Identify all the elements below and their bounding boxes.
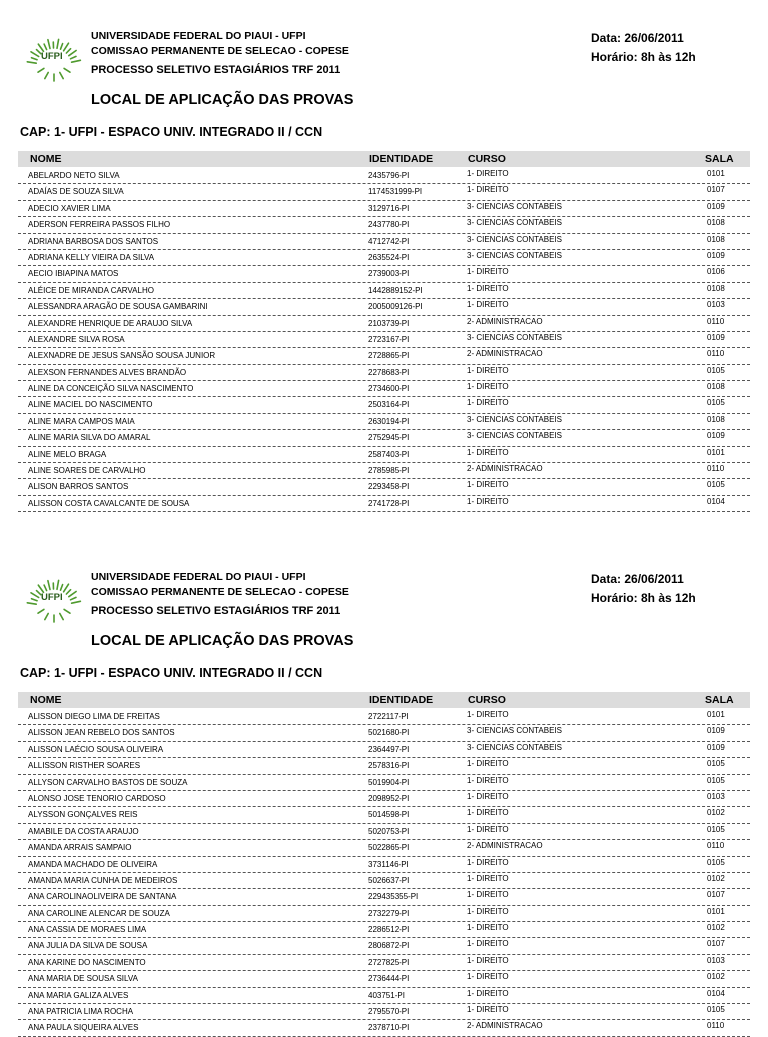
table-header (18, 151, 750, 167)
cell-identidade: 1174531999-PI (368, 187, 422, 196)
page-title: LOCAL DE APLICAÇÃO DAS PROVAS (91, 92, 353, 108)
col-sala: SALA (705, 694, 734, 706)
cell-identidade: 2635524-PI (368, 253, 409, 262)
cell-nome: ALISSON COSTA CAVALCANTE DE SOUSA (28, 499, 189, 508)
cell-sala: 0109 (707, 726, 725, 735)
cell-identidade: 5020753-PI (368, 827, 409, 836)
cell-curso: 1- DIREITO (467, 923, 509, 932)
table-row (18, 922, 750, 938)
cell-identidade: 5019904-PI (368, 778, 409, 787)
table-header (18, 692, 750, 708)
cell-curso: 1- DIREITO (467, 874, 509, 883)
cell-nome: ALESSANDRA ARAGÃO DE SOUSA GAMBARINI (28, 302, 208, 311)
cell-sala: 0105 (707, 776, 725, 785)
cell-identidade: 2587403-PI (368, 450, 409, 459)
table-row (18, 447, 750, 463)
cell-nome: ANA CAROLINE ALENCAR DE SOUZA (28, 909, 170, 918)
cell-sala: 0109 (707, 202, 725, 211)
cell-sala: 0108 (707, 415, 725, 424)
cell-curso: 1- DIREITO (467, 907, 509, 916)
table-row (18, 479, 750, 495)
cell-identidade: 229435355-PI (368, 892, 418, 901)
cell-curso: 1- DIREITO (467, 710, 509, 719)
cell-sala: 0109 (707, 333, 725, 342)
table-row (18, 889, 750, 905)
cell-sala: 0110 (707, 349, 724, 358)
cell-identidade: 5014598-PI (368, 810, 409, 819)
university-name: UNIVERSIDADE FEDERAL DO PIAUI - UFPI (91, 571, 306, 583)
col-identidade: IDENTIDADE (369, 153, 433, 165)
cell-nome: ALINE MARA CAMPOS MAIA (28, 417, 135, 426)
cell-curso: 1- DIREITO (467, 267, 509, 276)
cell-sala: 0110 (707, 841, 724, 850)
process-name: PROCESSO SELETIVO ESTAGIÁRIOS TRF 2011 (91, 64, 340, 76)
ufpi-logo-icon (26, 26, 82, 86)
commission-name: COMISSAO PERMANENTE DE SELECAO - COPESE (91, 45, 349, 57)
table-row (18, 381, 750, 397)
cell-sala: 0101 (707, 710, 725, 719)
table-row (18, 988, 750, 1004)
cell-nome: ALEXANDRE SILVA ROSA (28, 335, 125, 344)
cell-curso: 3- CIENCIAS CONTABEIS (467, 726, 562, 735)
col-curso: CURSO (468, 694, 506, 706)
cell-nome: ALEXANDRE HENRIQUE DE ARAUJO SILVA (28, 319, 192, 328)
cell-nome: ALISON BARROS SANTOS (28, 482, 128, 491)
cell-curso: 3- CIENCIAS CONTABEIS (467, 743, 562, 752)
cell-sala: 0108 (707, 218, 725, 227)
cell-sala: 0102 (707, 972, 725, 981)
table-row (18, 430, 750, 446)
exam-time: Horário: 8h às 12h (591, 591, 696, 605)
cell-sala: 0107 (707, 939, 725, 948)
cell-nome: ANA PATRICIA LIMA ROCHA (28, 1007, 133, 1016)
cell-nome: ANA CASSIA DE MORAES LIMA (28, 925, 146, 934)
table-row (18, 906, 750, 922)
cell-identidade: 2727825-PI (368, 958, 409, 967)
cell-curso: 3- CIENCIAS CONTABEIS (467, 218, 562, 227)
cell-identidade: 2503164-PI (368, 400, 409, 409)
cell-sala: 0104 (707, 989, 725, 998)
table-row (18, 332, 750, 348)
table-row (18, 857, 750, 873)
cell-identidade: 403751-PI (368, 991, 405, 1000)
cell-identidade: 5021680-PI (368, 728, 409, 737)
table-row (18, 201, 750, 217)
cell-nome: ALONSO JOSE TENORIO CARDOSO (28, 794, 166, 803)
cell-identidade: 2723167-PI (368, 335, 409, 344)
cell-nome: ALISSON LAÉCIO SOUSA OLIVEIRA (28, 745, 163, 754)
cell-sala: 0108 (707, 382, 725, 391)
cell-nome: ALINE SOARES DE CARVALHO (28, 466, 146, 475)
cell-nome: ANA JULIA DA SILVA DE SOUSA (28, 941, 147, 950)
candidate-table (18, 168, 750, 512)
cell-nome: ALYSSON GONÇALVES REIS (28, 810, 138, 819)
cell-curso: 1- DIREITO (467, 1005, 509, 1014)
cell-nome: AECIO IBIAPINA MATOS (28, 269, 118, 278)
cell-curso: 3- CIENCIAS CONTABEIS (467, 235, 562, 244)
cell-curso: 1- DIREITO (467, 858, 509, 867)
cell-identidade: 2722117-PI (368, 712, 409, 721)
cell-sala: 0101 (707, 907, 725, 916)
cell-curso: 1- DIREITO (467, 382, 509, 391)
table-row (18, 1004, 750, 1020)
cell-curso: 1- DIREITO (467, 497, 509, 506)
table-row (18, 316, 750, 332)
cell-identidade: 3129716-PI (368, 204, 409, 213)
cell-curso: 1- DIREITO (467, 480, 509, 489)
exam-date: Data: 26/06/2011 (591, 572, 684, 586)
col-nome: NOME (30, 694, 62, 706)
cap-location: CAP: 1- UFPI - ESPACO UNIV. INTEGRADO II / CCN (20, 125, 322, 139)
cell-curso: 1- DIREITO (467, 989, 509, 998)
table-row (18, 397, 750, 413)
cell-curso: 1- DIREITO (467, 956, 509, 965)
table-row (18, 365, 750, 381)
cell-nome: ANA MARIA DE SOUSA SILVA (28, 974, 138, 983)
cell-sala: 0105 (707, 1005, 725, 1014)
cell-identidade: 2364497-PI (368, 745, 409, 754)
cell-curso: 1- DIREITO (467, 398, 509, 407)
cell-curso: 3- CIENCIAS CONTABEIS (467, 415, 562, 424)
cell-sala: 0110 (707, 1021, 724, 1030)
cell-curso: 1- DIREITO (467, 890, 509, 899)
cell-sala: 0102 (707, 874, 725, 883)
cell-nome: ALISSON DIEGO LIMA DE FREITAS (28, 712, 160, 721)
cell-curso: 1- DIREITO (467, 939, 509, 948)
cell-nome: ADAÍAS DE SOUZA SILVA (28, 187, 124, 196)
cell-nome: ANA PAULA SIQUEIRA ALVES (28, 1023, 138, 1032)
cell-identidade: 2785985-PI (368, 466, 409, 475)
table-row (18, 775, 750, 791)
table-row (18, 1020, 750, 1036)
cell-curso: 1- DIREITO (467, 284, 509, 293)
cell-nome: ALINE MARIA SILVA DO AMARAL (28, 433, 150, 442)
cell-curso: 1- DIREITO (467, 759, 509, 768)
cell-identidade: 2103739-PI (368, 319, 409, 328)
cell-sala: 0105 (707, 759, 725, 768)
cell-nome: AMANDA ARRAIS SAMPAIO (28, 843, 131, 852)
cell-curso: 2- ADMINISTRACAO (467, 841, 543, 850)
cell-curso: 3- CIENCIAS CONTABEIS (467, 431, 562, 440)
cell-nome: ADRIANA BARBOSA DOS SANTOS (28, 237, 158, 246)
cell-nome: ANA MARIA GALIZA ALVES (28, 991, 128, 1000)
cap-location: CAP: 1- UFPI - ESPACO UNIV. INTEGRADO II / CCN (20, 666, 322, 680)
candidate-table (18, 709, 750, 1037)
cell-nome: ADRIANA KELLY VIEIRA DA SILVA (28, 253, 154, 262)
cell-nome: ALEXNADRE DE JESUS SANSÃO SOUSA JUNIOR (28, 351, 215, 360)
cell-sala: 0109 (707, 743, 725, 752)
cell-nome: ADERSON FERREIRA PASSOS FILHO (28, 220, 170, 229)
cell-identidade: 2293458-PI (368, 482, 409, 491)
table-row (18, 873, 750, 889)
cell-nome: AMANDA MARIA CUNHA DE MEDEIROS (28, 876, 177, 885)
ufpi-logo-icon (26, 567, 82, 627)
cell-identidade: 2005009126-PI (368, 302, 423, 311)
cell-sala: 0102 (707, 808, 725, 817)
cell-identidade: 2435796-PI (368, 171, 409, 180)
cell-sala: 0102 (707, 923, 725, 932)
cell-nome: ALISSON JEAN REBELO DOS SANTOS (28, 728, 175, 737)
cell-identidade: 5022865-PI (368, 843, 409, 852)
cell-identidade: 4712742-PI (368, 237, 409, 246)
table-row (18, 742, 750, 758)
table-row (18, 709, 750, 725)
cell-nome: ALLISSON RISTHER SOARES (28, 761, 140, 770)
table-row (18, 266, 750, 282)
cell-identidade: 2732279-PI (368, 909, 409, 918)
table-row (18, 955, 750, 971)
cell-sala: 0105 (707, 825, 725, 834)
cell-nome: AMANDA MACHADO DE OLIVEIRA (28, 860, 157, 869)
logo-text: UFPI (41, 51, 63, 62)
cell-sala: 0105 (707, 366, 725, 375)
table-row (18, 184, 750, 200)
table-row (18, 840, 750, 856)
cell-identidade: 2437780-PI (368, 220, 409, 229)
col-nome: NOME (30, 153, 62, 165)
cell-curso: 3- CIENCIAS CONTABEIS (467, 251, 562, 260)
cell-sala: 0108 (707, 284, 725, 293)
cell-sala: 0109 (707, 431, 725, 440)
cell-identidade: 2739003-PI (368, 269, 409, 278)
cell-nome: ALINE MACIEL DO NASCIMENTO (28, 400, 152, 409)
cell-curso: 2- ADMINISTRACAO (467, 349, 543, 358)
cell-nome: AMABILE DA COSTA ARAUJO (28, 827, 139, 836)
cell-identidade: 2630194-PI (368, 417, 409, 426)
cell-sala: 0103 (707, 300, 725, 309)
page-title: LOCAL DE APLICAÇÃO DAS PROVAS (91, 633, 353, 649)
cell-sala: 0101 (707, 448, 725, 457)
cell-curso: 2- ADMINISTRACAO (467, 1021, 543, 1030)
cell-identidade: 2728865-PI (368, 351, 409, 360)
cell-identidade: 2736444-PI (368, 974, 409, 983)
cell-identidade: 2734600-PI (368, 384, 409, 393)
cell-sala: 0108 (707, 235, 725, 244)
cell-curso: 1- DIREITO (467, 366, 509, 375)
cell-curso: 1- DIREITO (467, 825, 509, 834)
table-row (18, 971, 750, 987)
logo-text: UFPI (41, 592, 63, 603)
cell-sala: 0103 (707, 792, 725, 801)
table-row (18, 463, 750, 479)
cell-sala: 0101 (707, 169, 725, 178)
cell-curso: 1- DIREITO (467, 300, 509, 309)
exam-date: Data: 26/06/2011 (591, 31, 684, 45)
col-identidade: IDENTIDADE (369, 694, 433, 706)
cell-sala: 0107 (707, 185, 725, 194)
cell-curso: 1- DIREITO (467, 448, 509, 457)
table-row (18, 938, 750, 954)
table-row (18, 168, 750, 184)
cell-curso: 1- DIREITO (467, 972, 509, 981)
cell-identidade: 3731146-PI (368, 860, 409, 869)
cell-identidade: 5026637-PI (368, 876, 409, 885)
cell-identidade: 1442889152-PI (368, 286, 423, 295)
university-name: UNIVERSIDADE FEDERAL DO PIAUI - UFPI (91, 30, 306, 42)
cell-sala: 0105 (707, 398, 725, 407)
cell-nome: ABELARDO NETO SILVA (28, 171, 120, 180)
table-row (18, 496, 750, 512)
cell-curso: 1- DIREITO (467, 808, 509, 817)
cell-sala: 0105 (707, 858, 725, 867)
table-row (18, 725, 750, 741)
cell-curso: 3- CIENCIAS CONTABEIS (467, 202, 562, 211)
table-row (18, 250, 750, 266)
table-row (18, 414, 750, 430)
cell-nome: ALÉICE DE MIRANDA CARVALHO (28, 286, 154, 295)
cell-nome: ALINE MELO BRAGA (28, 450, 106, 459)
cell-curso: 1- DIREITO (467, 792, 509, 801)
cell-curso: 3- CIENCIAS CONTABEIS (467, 333, 562, 342)
cell-curso: 1- DIREITO (467, 185, 509, 194)
cell-identidade: 2752945-PI (368, 433, 409, 442)
cell-identidade: 2278683-PI (368, 368, 409, 377)
cell-sala: 0105 (707, 480, 725, 489)
cell-sala: 0104 (707, 497, 725, 506)
cell-sala: 0110 (707, 464, 724, 473)
table-row (18, 824, 750, 840)
cell-identidade: 2286512-PI (368, 925, 409, 934)
commission-name: COMISSAO PERMANENTE DE SELECAO - COPESE (91, 586, 349, 598)
cell-nome: ALLYSON CARVALHO BASTOS DE SOUZA (28, 778, 187, 787)
cell-identidade: 2098952-PI (368, 794, 409, 803)
cell-sala: 0110 (707, 317, 724, 326)
cell-identidade: 2578316-PI (368, 761, 409, 770)
cell-sala: 0106 (707, 267, 725, 276)
cell-nome: ADECIO XAVIER LIMA (28, 204, 111, 213)
cell-curso: 2- ADMINISTRACAO (467, 317, 543, 326)
cell-identidade: 2741728-PI (368, 499, 409, 508)
cell-curso: 1- DIREITO (467, 169, 509, 178)
table-row (18, 807, 750, 823)
cell-nome: ALINE DA CONCEIÇÃO SILVA NASCIMENTO (28, 384, 193, 393)
cell-identidade: 2795570-PI (368, 1007, 409, 1016)
cell-sala: 0109 (707, 251, 725, 260)
col-curso: CURSO (468, 153, 506, 165)
table-row (18, 791, 750, 807)
table-row (18, 283, 750, 299)
exam-time: Horário: 8h às 12h (591, 50, 696, 64)
cell-nome: ANA KARINE DO NASCIMENTO (28, 958, 146, 967)
table-row (18, 234, 750, 250)
cell-nome: ANA CAROLINAOLIVEIRA DE SANTANA (28, 892, 176, 901)
cell-identidade: 2378710-PI (368, 1023, 409, 1032)
cell-sala: 0103 (707, 956, 725, 965)
cell-nome: ALEXSON FERNANDES ALVES BRANDÃO (28, 368, 186, 377)
cell-curso: 2- ADMINISTRACAO (467, 464, 543, 473)
cell-sala: 0107 (707, 890, 725, 899)
cell-curso: 1- DIREITO (467, 776, 509, 785)
table-row (18, 758, 750, 774)
table-row (18, 348, 750, 364)
col-sala: SALA (705, 153, 734, 165)
table-row (18, 217, 750, 233)
cell-identidade: 2806872-PI (368, 941, 409, 950)
table-row (18, 299, 750, 315)
process-name: PROCESSO SELETIVO ESTAGIÁRIOS TRF 2011 (91, 605, 340, 617)
